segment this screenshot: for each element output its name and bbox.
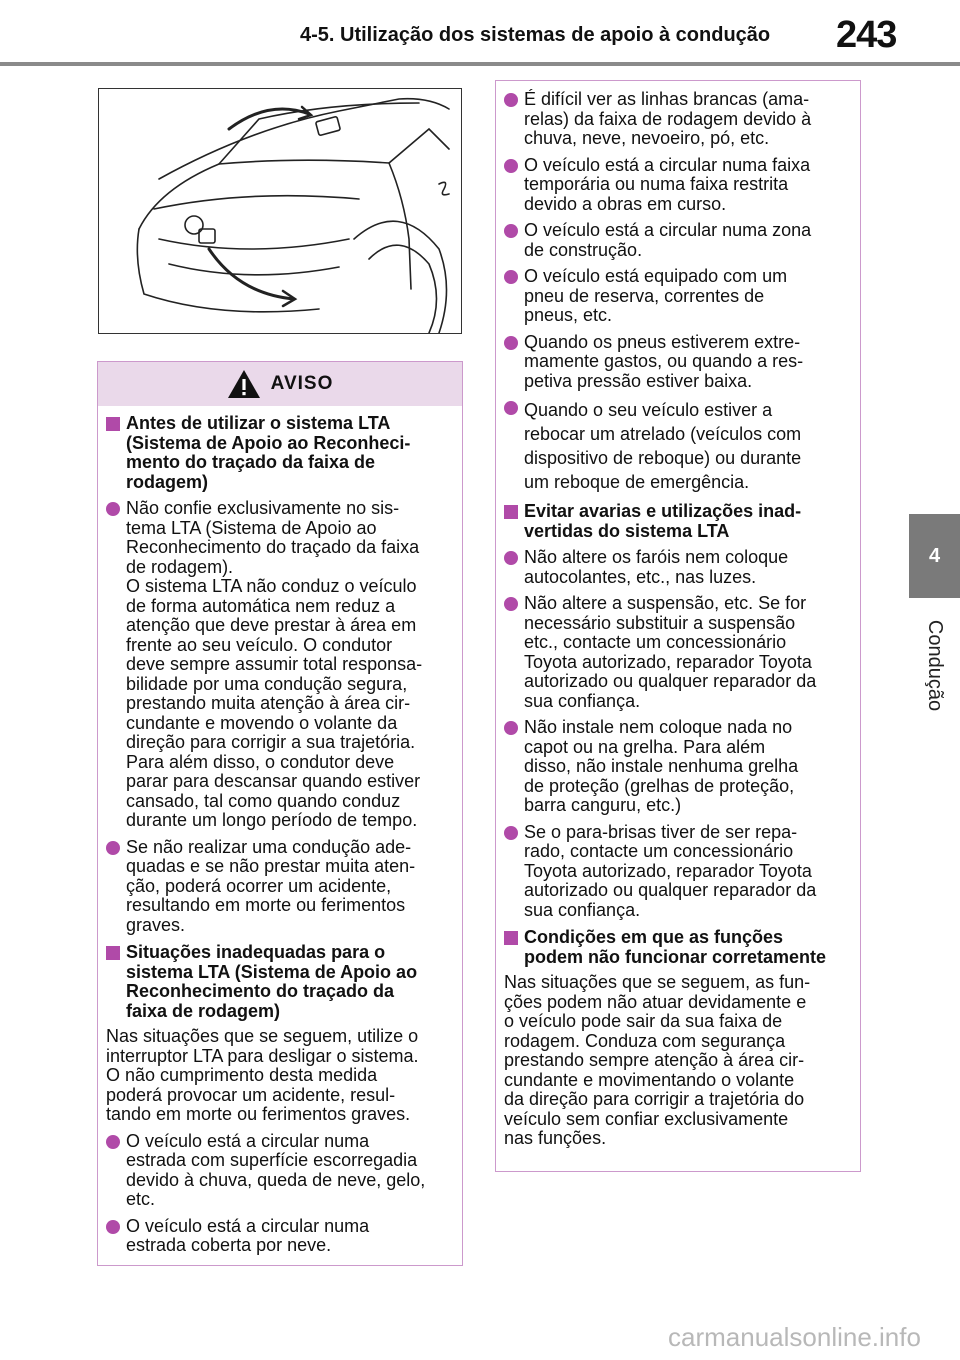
section-heading <box>504 502 852 541</box>
list-item-text: É difícil ver as linhas brancas (ama- relas) da faixa de rodagem devido à chuva, neve, nevoeiro, pó, etc. <box>524 89 812 148</box>
vehicle-figure <box>98 88 462 334</box>
bullet-icon <box>504 336 518 350</box>
square-bullet-icon <box>504 931 518 945</box>
list-item <box>504 718 852 816</box>
header-rule <box>0 62 960 66</box>
bullet-icon <box>504 826 518 840</box>
watermark: carmanualsonline.info <box>668 1322 921 1352</box>
bullet-icon <box>504 597 518 611</box>
list-item <box>106 1217 454 1256</box>
section-heading-text: Antes de utilizar o sistema LTA (Sistema de Apoio ao Reconheci- mento do traçado da faixa de rodagem) <box>126 413 411 492</box>
bullet-icon <box>504 401 518 415</box>
list-item <box>504 221 852 260</box>
list-item-text: Se o para-brisas tiver de ser repa- rado, contacte um concessionário Toyota autorizado, reparador Toyota autorizado ou qualquer reparador da sua confiança. <box>524 821 817 920</box>
list-item-text: Não altere a suspensão, etc. Se for necessário substituir a suspensão etc., contacte um concessionário Toyota autorizado, reparador Toyota autorizado ou qualquer reparador da sua confiança. <box>524 593 817 711</box>
list-item <box>106 499 454 831</box>
section-heading-text: Condições em que as funções podem não funcionar corretamente <box>524 927 827 967</box>
section-heading <box>106 414 454 492</box>
list-item <box>504 594 852 711</box>
list-item <box>106 1132 454 1210</box>
page-number: 243 <box>836 14 897 56</box>
list-item <box>504 156 852 215</box>
bullet-icon <box>504 551 518 565</box>
list-item <box>504 267 852 326</box>
list-item-text: O veículo está a circular numa estrada coberta por neve. <box>126 1215 370 1255</box>
list-item <box>504 333 852 392</box>
square-bullet-icon <box>106 417 120 431</box>
list-item <box>504 823 852 921</box>
section-heading-text: Evitar avarias e utilizações inad- vertidas do sistema LTA <box>524 501 802 541</box>
list-item-text: O veículo está a circular numa faixa temporária ou numa faixa restrita devido a obras em curso. <box>524 154 811 214</box>
list-item <box>504 90 852 149</box>
chapter-label-text: Condução <box>924 619 946 711</box>
bullet-icon <box>504 93 518 107</box>
bullet-icon <box>504 159 518 173</box>
list-item-text: Não altere os faróis nem coloque autocolantes, etc., nas luzes. <box>524 547 789 587</box>
warning-heading: AVISO <box>270 373 334 394</box>
list-item-text: O veículo está equipado com um pneu de reserva, correntes de pneus, etc. <box>524 266 788 325</box>
chapter-label <box>909 610 960 720</box>
square-bullet-icon <box>504 505 518 519</box>
list-item-text: O veículo está a circular numa estrada com superfície escorregadia devido à chuva, queda de neve, gelo, etc. <box>126 1130 426 1209</box>
warning-box-right <box>495 80 861 1172</box>
section-heading <box>106 943 454 1021</box>
section-heading <box>504 928 852 967</box>
paragraph: Nas situações que se seguem, utilize o interruptor LTA para desligar o sistema. O não cumprimento desta medida poderá provocar um acidente, resul- tando em morte ou ferimentos graves. <box>106 1026 419 1124</box>
bullet-icon <box>106 1135 120 1149</box>
list-item <box>504 548 852 587</box>
list-item-text: Não instale nem coloque nada no capot ou na grelha. Para além disso, não instale nenhuma grelha de proteção (grelhas de proteção, barra canguru, etc.) <box>524 717 799 815</box>
square-bullet-icon <box>106 946 120 960</box>
warning-content-left <box>98 414 462 1256</box>
bullet-icon <box>504 224 518 238</box>
vehicle-illustration <box>99 89 461 333</box>
warning-header <box>98 362 462 406</box>
bullet-icon <box>504 721 518 735</box>
warning-box-left <box>97 361 463 1266</box>
header-title: 4-5. Utilização dos sistemas de apoio à condução <box>300 24 771 46</box>
list-item <box>504 398 852 494</box>
bullet-icon <box>504 270 518 284</box>
paragraph: Nas situações que se seguem, as fun- ções podem não atuar devidamente e o veículo pode sair da sua faixa de rodagem. Conduza com segurança prestando sempre atenção à área cir- cundante e movimentando o volante da direção para corrigir a trajetória do veículo sem confiar exclusivamente nas funções. <box>504 972 811 1148</box>
list-item-text: Quando o seu veículo estiver a rebocar um atrelado (veículos com dispositivo de reboque) ou durante um reboque de emergência. <box>524 400 802 492</box>
list-item-text: Quando os pneus estiverem extre- mamente gastos, ou quando a res- petiva pressão estiver baixa. <box>524 331 804 391</box>
list-item-text: O veículo está a circular numa zona de construção. <box>524 220 812 260</box>
section-heading-text: Situações inadequadas para o sistema LTA (Sistema de Apoio ao Reconhecimento do traçado da faixa de rodagem) <box>126 942 418 1021</box>
warning-triangle-icon <box>227 369 261 399</box>
bullet-icon <box>106 502 120 516</box>
list-item-text: Se não realizar uma condução ade- quadas e se não prestar muita aten- ção, poderá ocorrer um acidente, resultando em morte ou ferimentos graves. <box>126 836 416 935</box>
bullet-icon <box>106 1220 120 1234</box>
bullet-icon <box>106 841 120 855</box>
list-item-text: Não confie exclusivamente no sis- tema LTA (Sistema de Apoio ao Reconhecimento do traçado da faixa de rodagem). O sistema LTA não conduz o veículo de forma automática nem reduz a atenção que deve prestar à área em frente ao seu veículo. O condutor deve sempre assumir total responsa- bilidade por uma condução segura, prestando muita atenção à área cir- cundante e movendo o volante da direção para corrigir a sua trajetória. Para além disso, o condutor deve parar para descansar quando estiver cansado, tal como quando conduz durante um longo período de tempo. <box>126 498 423 830</box>
warning-content-right <box>496 81 860 1149</box>
chapter-tab: 4 <box>909 514 960 598</box>
list-item <box>106 838 454 936</box>
